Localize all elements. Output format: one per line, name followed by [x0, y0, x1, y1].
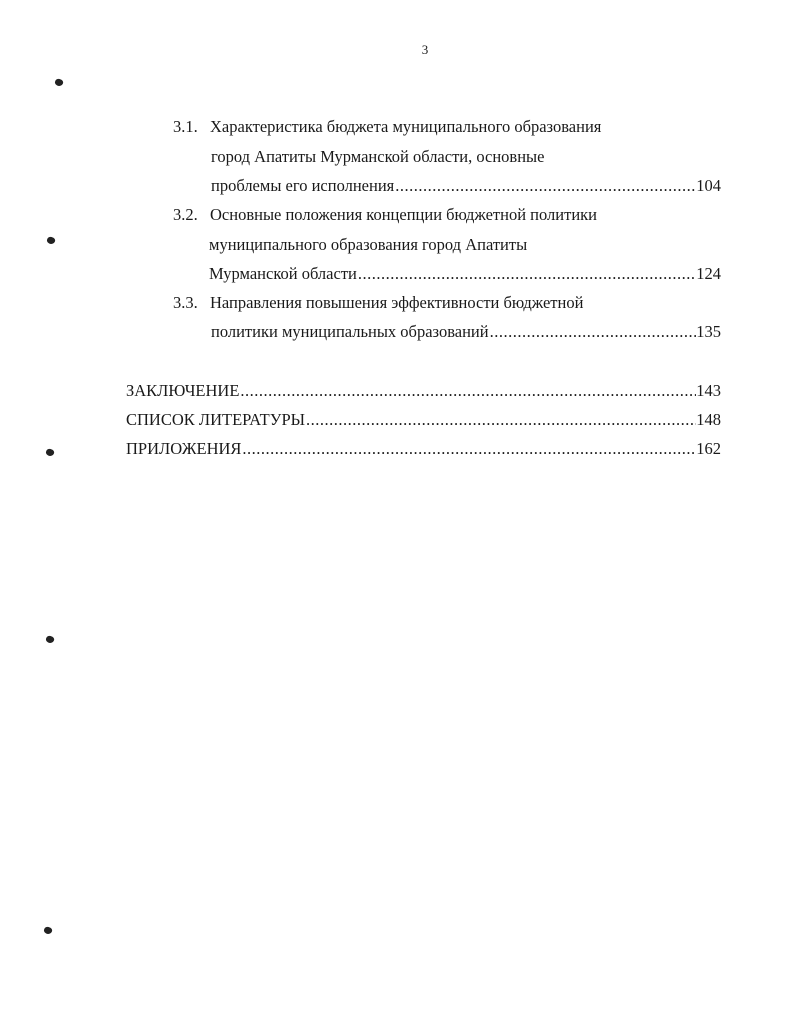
toc-entry-3-1-title-line-1: Характеристика бюджета муниципального образования: [210, 117, 602, 136]
toc-entry-3-2-line-3: [209, 263, 721, 285]
toc-entry-3-3-title-line-1: Направления повышения эффективности бюджетной: [210, 293, 584, 312]
toc-entry-3-3-page: 135: [696, 322, 721, 341]
scan-mark: [45, 635, 55, 645]
toc-entry-3-1-line-3: [211, 175, 721, 197]
toc-entry-3-1-line-2: [211, 146, 544, 168]
scan-mark: [54, 78, 64, 88]
dot-leader: [358, 263, 696, 285]
toc-entry-literature: [126, 409, 721, 431]
toc-entry-3-2-page: 124: [696, 264, 721, 283]
toc-entry-3-1-line-1: [173, 116, 601, 138]
toc-entry-3-2-line-2: [209, 234, 527, 256]
toc-entry-conclusion-title: ЗАКЛЮЧЕНИЕ: [126, 381, 240, 400]
toc-entry-3-3-number: 3.3.: [173, 293, 198, 312]
dot-leader: [306, 409, 696, 431]
toc-entry-literature-title: СПИСОК ЛИТЕРАТУРЫ: [126, 410, 306, 429]
toc-entry-3-2-line-1: [173, 204, 597, 226]
scan-mark: [43, 926, 53, 936]
dot-leader: [395, 175, 696, 197]
scan-mark: [45, 448, 55, 458]
toc-entry-3-1-page: 104: [696, 176, 721, 195]
toc-entry-3-2-title-line-1: Основные положения концепции бюджетной политики: [210, 205, 597, 224]
toc-entry-conclusion: [126, 380, 721, 402]
dot-leader: [240, 380, 696, 402]
toc-entry-3-1-title-line-2: город Апатиты Мурманской области, основные: [211, 147, 545, 166]
dot-leader: [490, 321, 697, 343]
toc-entry-appendices-title: ПРИЛОЖЕНИЯ: [126, 439, 242, 458]
toc-entry-3-1-title-line-3: проблемы его исполнения: [211, 176, 395, 195]
toc-entry-conclusion-page: 143: [696, 381, 721, 400]
toc-entry-3-3-line-1: [173, 292, 583, 314]
page-number: 3: [421, 42, 429, 57]
toc-entry-3-2-number: 3.2.: [173, 205, 198, 224]
toc-entry-3-3-title-line-2: политики муниципальных образований: [211, 322, 489, 341]
dot-leader: [242, 438, 696, 460]
toc-entry-literature-page: 148: [696, 410, 721, 429]
scan-mark: [46, 236, 56, 246]
toc-entry-appendices: [126, 438, 721, 460]
toc-entry-3-3-line-2: [211, 321, 721, 343]
toc-entry-3-2-title-line-2: муниципального образования город Апатиты: [209, 235, 528, 254]
toc-entry-appendices-page: 162: [696, 439, 721, 458]
toc-entry-3-2-title-line-3: Мурманской области: [209, 264, 357, 283]
toc-entry-3-1-number: 3.1.: [173, 117, 198, 136]
